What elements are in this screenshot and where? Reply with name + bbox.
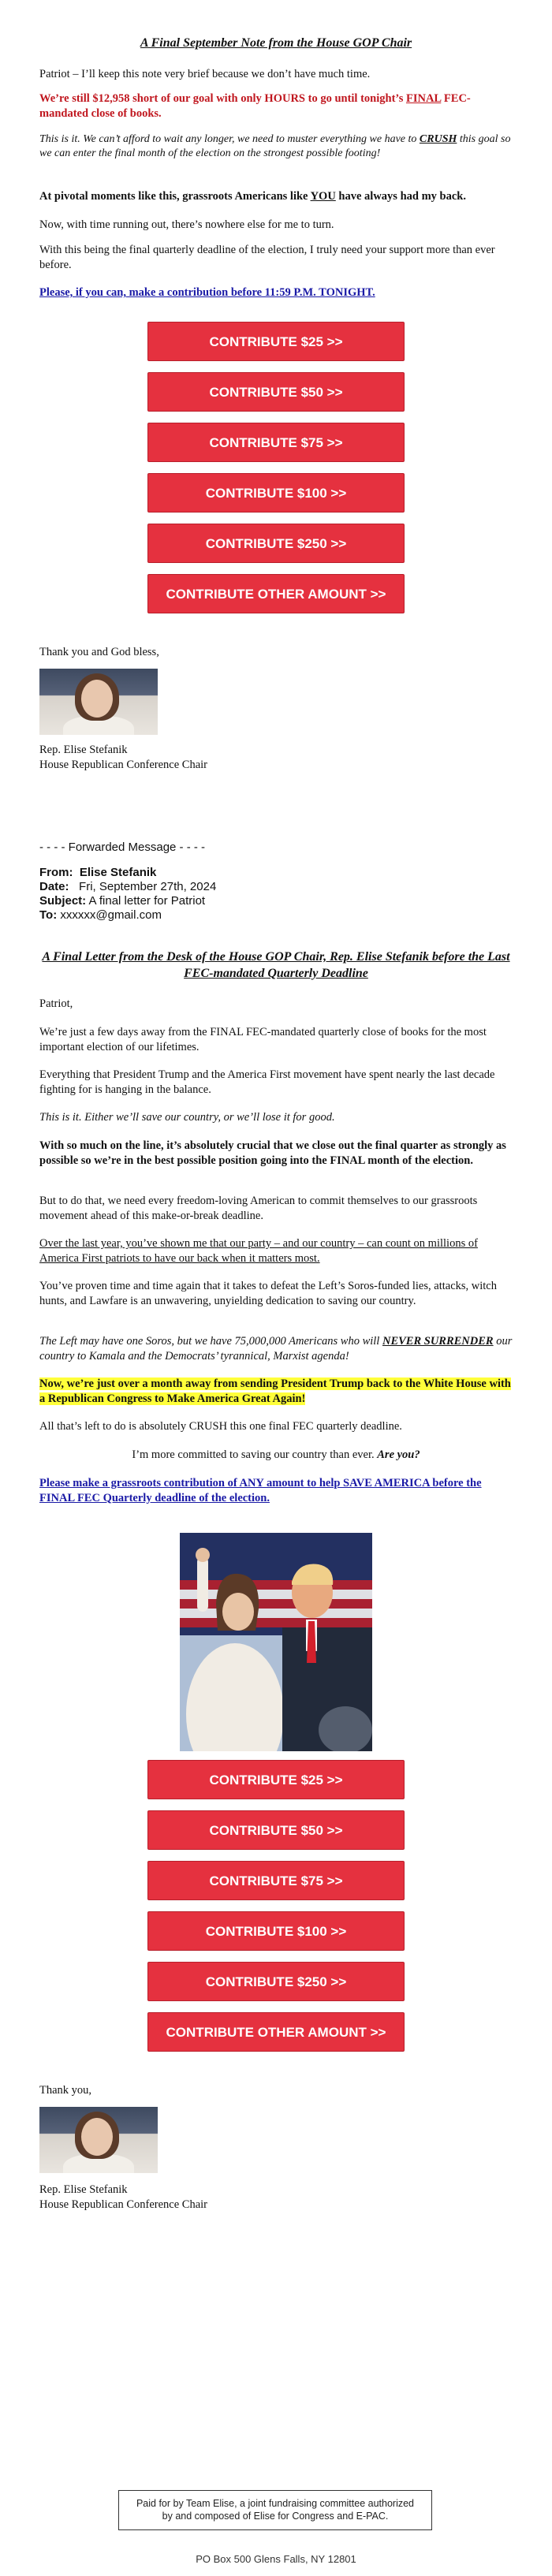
highlighted-text: Now, we’re just over a month away from sending President Trump back to the White House with a Republican Congress to Make America Great Again! <box>39 1377 511 1405</box>
forwarded-date <box>39 880 513 894</box>
soros-outro: our country to Kamala and the Democrats’ tyrannical, Marxist agenda! <box>39 1335 513 1363</box>
intro-paragraph-3 <box>39 132 513 161</box>
subject-label: Subject: <box>39 894 87 908</box>
contribute-tonight-link[interactable]: Please, if you can, make a contribution before 11:59 P.M. TONIGHT. <box>39 286 375 299</box>
signoff-role: House Republican Conference Chair <box>39 759 207 771</box>
contribute-250-button[interactable]: CONTRIBUTE $250 >> <box>147 524 405 563</box>
letter-paragraph-9 <box>39 1377 513 1407</box>
letter-paragraph-8 <box>39 1334 513 1364</box>
to-value[interactable]: xxxxxx@gmail.com <box>60 908 162 922</box>
you-word: YOU <box>310 190 336 203</box>
contribute-25-button[interactable]: CONTRIBUTE $25 >> <box>147 322 405 361</box>
signoff-role-2: House Republican Conference Chair <box>39 2198 207 2211</box>
you-intro: At pivotal moments like this, grassroots Americans like <box>39 190 311 203</box>
letter-title: A Final Letter from the Desk of the House GOP Chair, Rep. Elise Stefanik before the Last FEC-mandated Quarterly Deadline <box>42 950 510 980</box>
crush-intro: This is it. We can’t afford to wait any longer, we need to muster everything we have to <box>39 133 420 145</box>
forwarded-subject <box>39 894 513 908</box>
letter-paragraph-6: Over the last year, you’ve shown me that our party – and our country – can count on millions of America First patriots to have our back when it matters most. <box>39 1237 478 1265</box>
crush-outro: this goal so we can enter the final month of the election on the strongest possible footing! <box>39 133 511 160</box>
signoff-name: Rep. Elise Stefanik <box>39 744 128 756</box>
from-value: Elise Stefanik <box>79 866 157 879</box>
date-label: Date: <box>39 880 69 893</box>
paid-for-disclaimer: Paid for by Team Elise, a joint fundraising committee authorized by and composed of Elise for Congress and E-PAC. <box>118 2490 432 2530</box>
contribute-100-button[interactable]: CONTRIBUTE $100 >> <box>147 473 405 513</box>
alert-text-end: FEC-mandated close of books. <box>39 92 471 120</box>
contribute-100-button[interactable]: CONTRIBUTE $100 >> <box>147 1911 405 1951</box>
contribute-75-button[interactable]: CONTRIBUTE $75 >> <box>147 423 405 462</box>
from-label: From: <box>39 866 73 879</box>
signature-photo-2 <box>39 2107 158 2173</box>
letter-paragraph-5: But to do that, we need every freedom-loving American to commit themselves to our grassroots movement ahead of this make-or-break deadline. <box>39 1195 478 1222</box>
intro-paragraph-1: Patriot – I’ll keep this note very brief because we don’t have much time. <box>39 68 371 80</box>
forwarded-from <box>39 866 513 880</box>
letter-paragraph-2: Everything that President Trump and the America First movement have spent nearly the last decade fighting for is hanging in the balance. <box>39 1068 495 1096</box>
alert-text: We’re still $12,958 short of our goal with only HOURS to go until tonight’s <box>39 92 406 105</box>
contribute-50-button[interactable]: CONTRIBUTE $50 >> <box>147 372 405 412</box>
intro-paragraph-5: Now, with time running out, there’s nowhere else for me to turn. <box>39 218 334 231</box>
signoff-thanks-2: Thank you, <box>39 2084 92 2097</box>
contribute-75-button[interactable]: CONTRIBUTE $75 >> <box>147 1861 405 1900</box>
rally-photo <box>180 1533 372 1751</box>
subject-value: A final letter for Patriot <box>88 894 206 908</box>
are-you-text: Are you? <box>377 1448 420 1461</box>
letter-paragraph-10: All that’s left to do is absolutely CRUSH this one final FEC quarterly deadline. <box>39 1420 402 1433</box>
letter-paragraph-4: With so much on the line, it’s absolutely crucial that we close out the final quarter as strongly as possible so we’re in the best possible position going into the FINAL month of the election. <box>39 1139 506 1167</box>
you-outro: have always had my back. <box>335 190 466 203</box>
signoff-thanks: Thank you and God bless, <box>39 646 159 658</box>
committed-text: I’m more committed to saving our country than ever. <box>132 1448 378 1461</box>
contribute-50-button[interactable]: CONTRIBUTE $50 >> <box>147 1810 405 1850</box>
letter-paragraph-3: This is it. Either we’ll save our country, or we’ll lose it for good. <box>39 1111 335 1124</box>
contribute-25-button[interactable]: CONTRIBUTE $25 >> <box>147 1760 405 1799</box>
final-link[interactable]: FINAL <box>405 92 442 105</box>
intro-paragraph-6: With this being the final quarterly deadline of the election, I truly need your support more than ever before. <box>39 244 495 271</box>
signature-photo <box>39 669 158 735</box>
forwarded-to <box>39 908 513 923</box>
soros-intro: The Left may have one Soros, but we have 75,000,000 Americans who will <box>39 1335 382 1348</box>
intro-alert <box>39 91 513 121</box>
mailing-address: PO Box 500 Glens Falls, NY 12801 <box>196 2553 356 2565</box>
contribute-other-button[interactable]: CONTRIBUTE OTHER AMOUNT >> <box>147 2012 405 2052</box>
forwarded-divider: - - - - Forwarded Message - - - - <box>39 841 206 854</box>
contribute-other-button[interactable]: CONTRIBUTE OTHER AMOUNT >> <box>147 574 405 613</box>
rally-photo-illustration <box>180 1533 372 1751</box>
signoff-name-2: Rep. Elise Stefanik <box>39 2183 128 2196</box>
grassroots-contribution-link[interactable]: Please make a grassroots contribution of ANY amount to help SAVE AMERICA before the FINAL FEC Quarterly deadline of the election. <box>39 1477 482 1504</box>
never-surrender: NEVER SURRENDER <box>382 1335 494 1348</box>
letter-paragraph-7: You’ve proven time and time again that it takes to defeat the Left’s Soros-funded lies, attacks, witch hunts, and Lawfare is an unwavering, unyielding dedication to saving our country. <box>39 1280 497 1307</box>
email-title: A Final September Note from the House GOP Chair <box>140 36 412 50</box>
letter-paragraph-1: We’re just a few days away from the FINAL FEC-mandated quarterly close of books for the most important election of our lifetimes. <box>39 1026 487 1053</box>
intro-paragraph-4 <box>39 189 513 204</box>
forwarded-header <box>39 841 513 923</box>
date-value: Fri, September 27th, 2024 <box>79 880 217 893</box>
crush-word: CRUSH <box>419 133 457 145</box>
contribute-250-button[interactable]: CONTRIBUTE $250 >> <box>147 1962 405 2001</box>
letter-paragraph-11 <box>39 1448 513 1463</box>
to-label: To: <box>39 908 58 922</box>
letter-greeting: Patriot, <box>39 997 73 1010</box>
